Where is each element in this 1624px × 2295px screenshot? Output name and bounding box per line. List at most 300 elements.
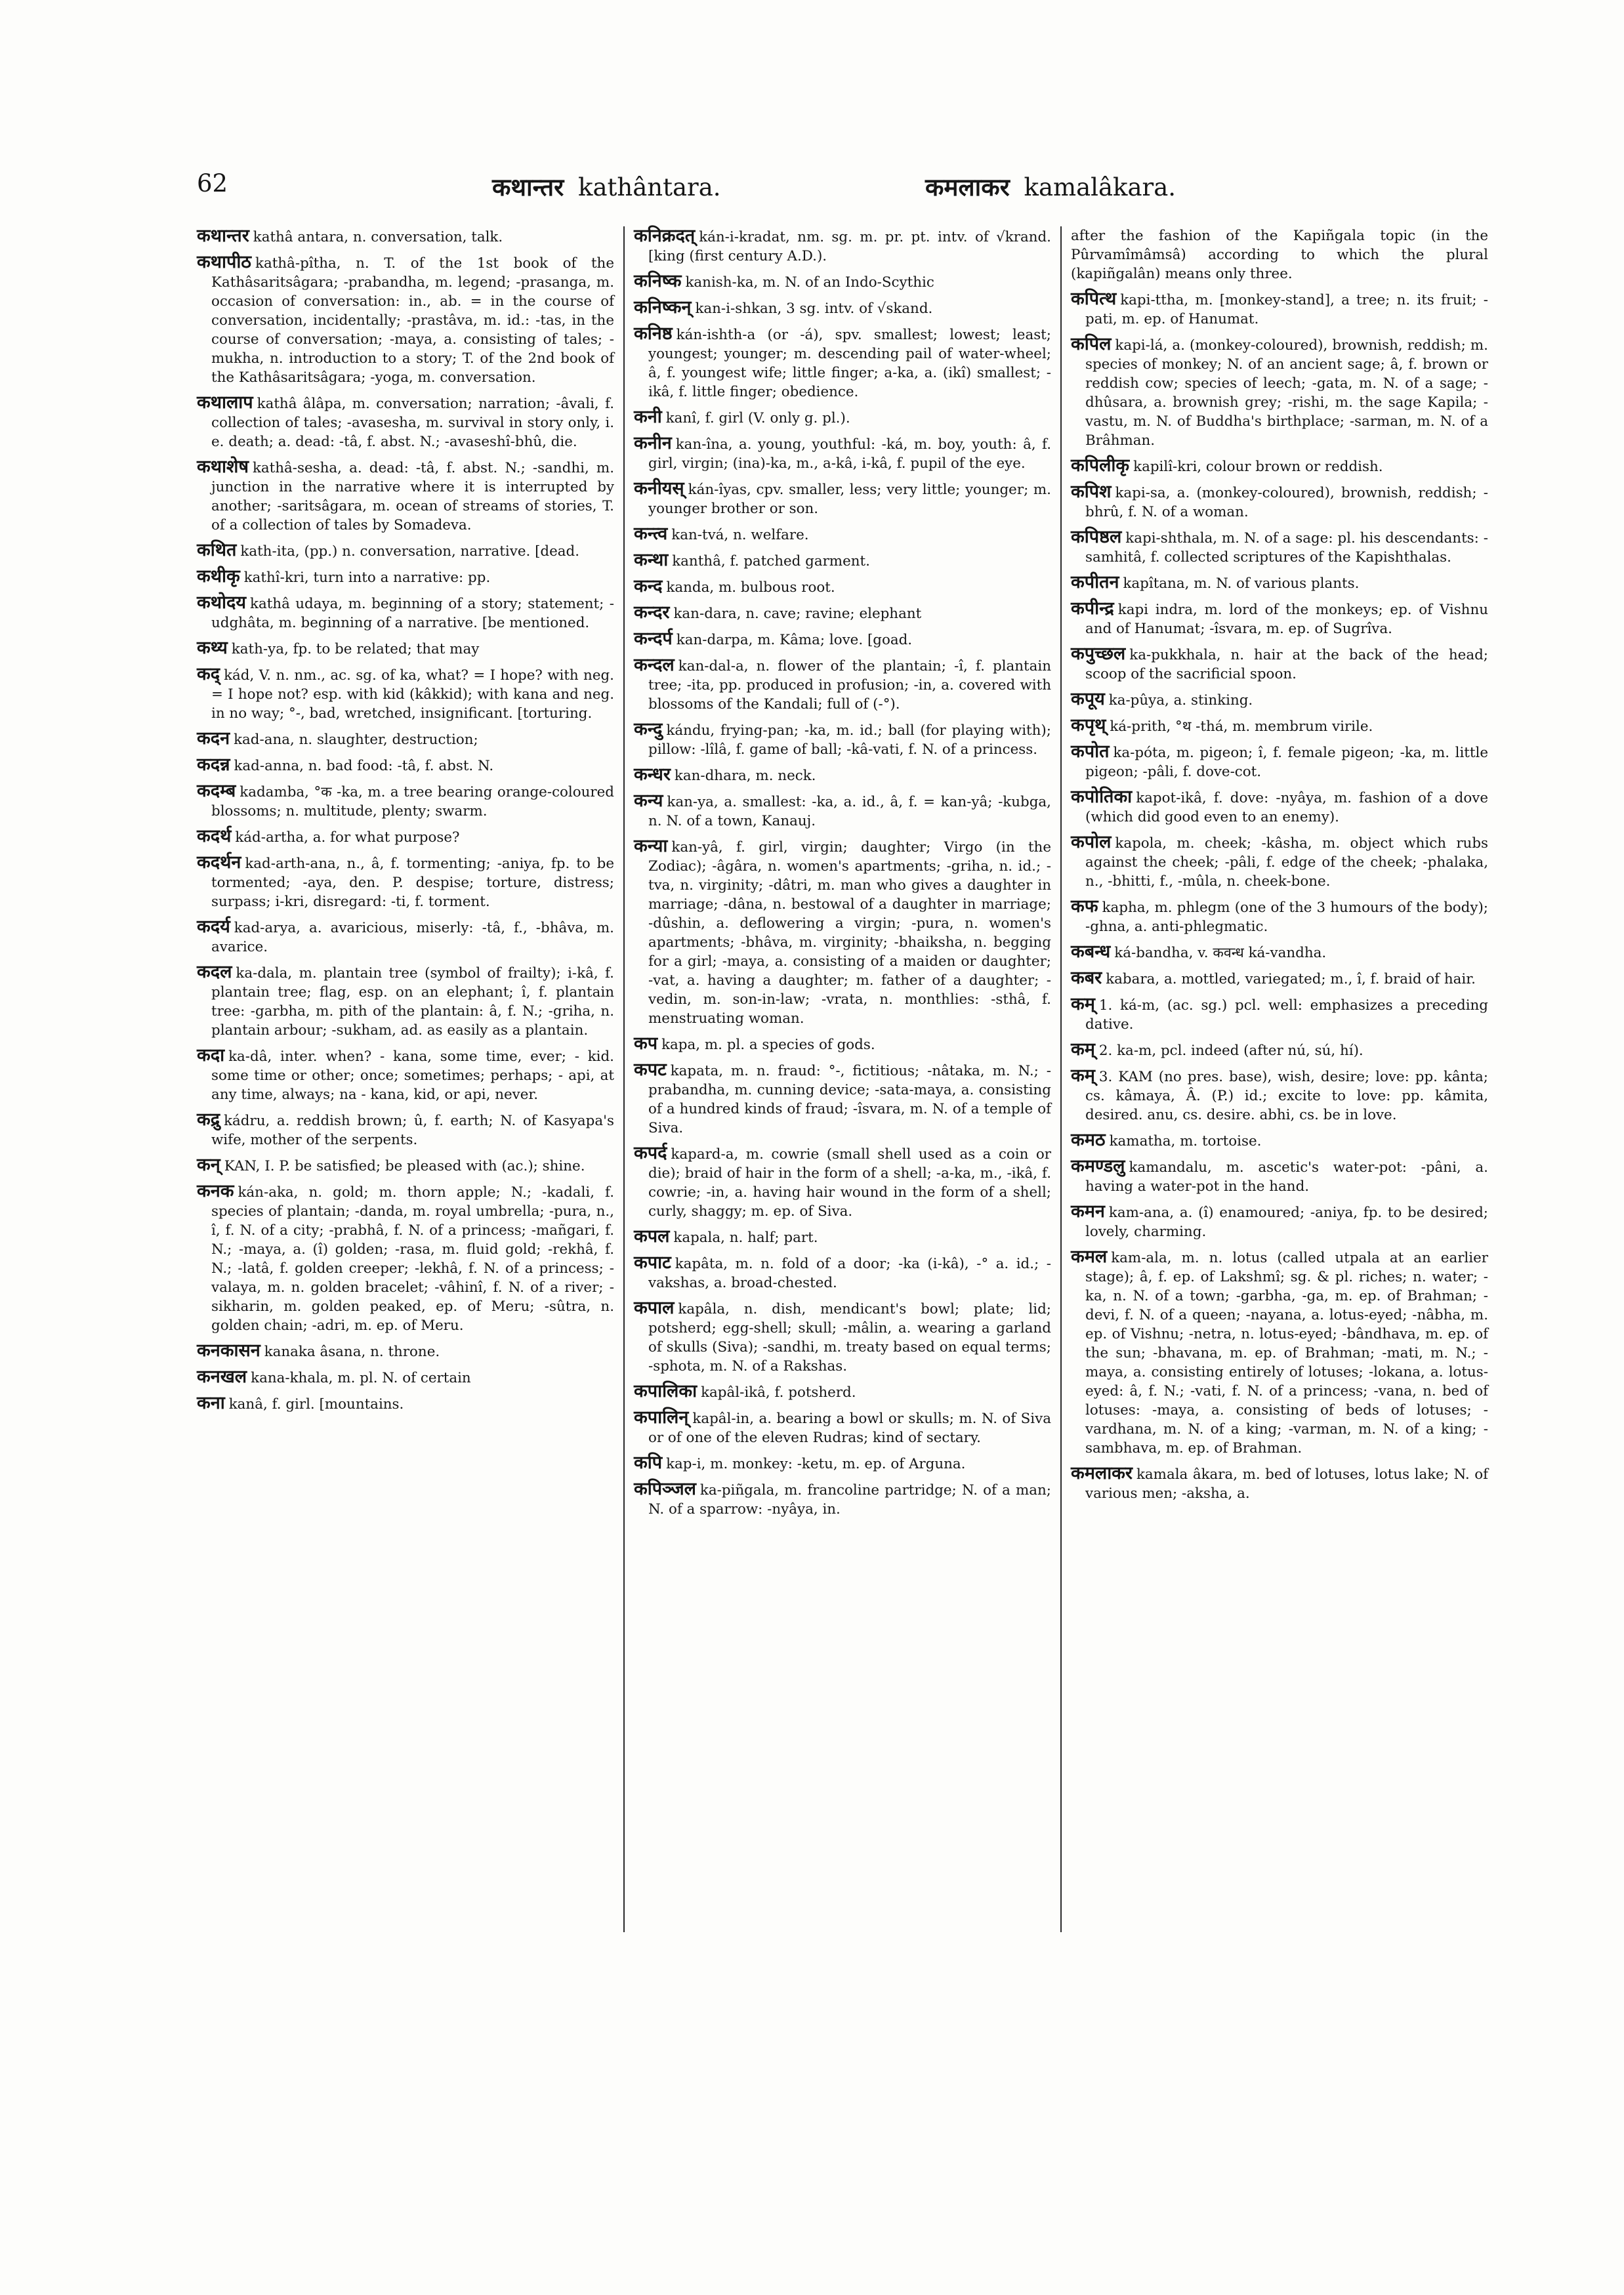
- entry-transliteration: kathî-kri,: [243, 569, 309, 586]
- running-head-right-devanagari: कमलाकर: [925, 173, 1010, 201]
- entry-headword-devanagari: कनिष्ठ: [634, 323, 673, 344]
- dictionary-entry: [197, 567, 614, 587]
- entry-definition: n. flower of the plantain; -î, f. plantain tree; -ita, pp. produced in profusion; -in, a. covered with blossoms of the Kandali; full of (-°).: [648, 658, 1051, 713]
- dictionary-entry: [634, 1453, 1051, 1474]
- entry-transliteration: 3. KAM: [1098, 1069, 1153, 1085]
- entry-definition: f. potsherd.: [774, 1384, 856, 1401]
- dictionary-entry: [1071, 942, 1488, 962]
- entry-headword-devanagari: कनकासन: [197, 1340, 260, 1361]
- entry-definition: a. (monkey-coloured), brownish, reddish; m. species of monkey; N. of an ancient sage; â, f. brown or reddish cow; species of leech; -gata, m. N. of a sage; -dhûsara, a. brownish grey; -rishi, m. the sage Kapila; -vastu, m. N. of Buddha's birthplace; -sarman, m. N. of a Brâhman.: [1085, 337, 1488, 449]
- entry-headword-devanagari: कपुच्छल: [1071, 644, 1126, 664]
- dictionary-entry: [634, 524, 1051, 545]
- dictionary-entry: [634, 837, 1051, 1028]
- entry-transliteration: kapâl-ikâ,: [701, 1384, 770, 1401]
- entry-transliteration: kándu,: [666, 722, 715, 739]
- entry-headword-devanagari: कपाट: [634, 1252, 671, 1273]
- page-header: [197, 169, 1194, 202]
- entry-headword-devanagari: कनिष्क: [634, 271, 682, 291]
- dictionary-column-3: [1071, 226, 1488, 1509]
- dictionary-entry: [1071, 1130, 1488, 1151]
- entry-definition: m. n. fraud: °-, fictitious; -nâtaka, m. N.; -prabandha, m. cunning device; -sata-maya, a. consisting of a hundred kinds of fraud; -îsvara, m. N. of a temple of Siva.: [648, 1063, 1051, 1136]
- dictionary-entry: [197, 1110, 614, 1149]
- dictionary-entry: [634, 1298, 1051, 1376]
- entry-transliteration: 1. ká-m,: [1098, 997, 1160, 1014]
- entry-headword-devanagari: कदल: [197, 962, 232, 982]
- entry-headword-devanagari: कनिक्रदत्: [634, 226, 696, 246]
- entry-transliteration: kadamba, °क -ka,: [239, 784, 363, 800]
- entry-headword-devanagari: कदा: [197, 1045, 225, 1065]
- entry-headword-devanagari: कपीन्द्र: [1071, 598, 1114, 619]
- entry-headword-devanagari: कथोदय: [197, 592, 246, 613]
- dictionary-entry: [1071, 1202, 1488, 1241]
- dictionary-entry: [1071, 456, 1488, 476]
- entry-definition: nm. sg. m. pr. pt. intv. of √krand. [king (first century A.D.).: [648, 229, 1051, 264]
- entry-headword-devanagari: कबन्ध: [1071, 941, 1111, 962]
- dictionary-entry: [197, 1182, 614, 1335]
- entry-definition: m. pigeon; î, f. female pigeon; -ka, m. little pigeon; -pâli, f. dove-cot.: [1085, 745, 1488, 780]
- entry-transliteration: kap-i,: [666, 1456, 706, 1472]
- entry-transliteration: kapâl-in,: [692, 1411, 755, 1427]
- dictionary-entry: [197, 853, 614, 911]
- dictionary-entry: [634, 655, 1051, 714]
- entry-transliteration: ka-póta,: [1113, 745, 1171, 761]
- entry-definition: m. Kâma; love. [goad.: [757, 632, 913, 648]
- entry-headword-devanagari: कबर: [1071, 968, 1102, 988]
- dictionary-entry: [634, 434, 1051, 473]
- dictionary-entry: [1071, 690, 1488, 710]
- entry-transliteration: kád,: [224, 667, 255, 684]
- entry-headword-devanagari: कन्: [197, 1155, 220, 1175]
- entry-headword-devanagari: कद्: [197, 664, 220, 684]
- entry-definition: a. (monkey-coloured), brownish, reddish; -bhrû, f. N. of a woman.: [1085, 485, 1488, 520]
- dictionary-entry: [1071, 995, 1488, 1034]
- entry-headword-devanagari: कदर्थ: [197, 826, 232, 846]
- entry-headword-devanagari: कपीतन: [1071, 572, 1119, 592]
- entry-headword-devanagari: कपिष्ठल: [1071, 527, 1122, 547]
- entry-definition: m. N. of a sage: pl. his descendants: -samhitâ, f. collected scriptures of the Kapishthalas.: [1085, 530, 1488, 566]
- entry-definition: m. lord of the monkeys; ep. of Vishnu and of Hanumat; -îsvara, m. ep. of Sugrîva.: [1085, 602, 1488, 637]
- entry-transliteration: kathâ-sesha,: [252, 460, 342, 476]
- dictionary-column-2: [634, 226, 1051, 1525]
- entry-transliteration: kapot-ikâ,: [1136, 790, 1207, 806]
- dictionary-entry: [1071, 482, 1488, 522]
- dictionary-entry: [1071, 1247, 1488, 1458]
- dictionary-entry: [634, 629, 1051, 650]
- dictionary-entry: [1071, 1040, 1488, 1060]
- entry-transliteration: kath-ya,: [231, 641, 289, 657]
- entry-headword-devanagari: कनक: [197, 1181, 234, 1201]
- entry-headword-devanagari: कन्य: [634, 791, 663, 811]
- dictionary-entry: [197, 226, 614, 247]
- entry-transliteration: kad-arya,: [234, 920, 301, 936]
- entry-transliteration: kathâ udaya,: [249, 596, 343, 612]
- entry-definition: m. [monkey-stand], a tree; n. its fruit; -pati, m. ep. of Hanumat.: [1085, 292, 1488, 327]
- entry-definition: n. half; part.: [729, 1230, 818, 1246]
- entry-transliteration: kapi indra,: [1117, 602, 1197, 618]
- running-head-right: [925, 169, 1176, 203]
- entry-definition: inter. when? - kana, some time, ever; - kid. some time or other; once; sometimes; perhaps; - api, at any time, always; na - kana, kid, or api, never.: [211, 1048, 614, 1103]
- entry-headword-devanagari: कपिलीकृ: [1071, 455, 1130, 476]
- entry-definition: m. membrum virile.: [1232, 718, 1373, 735]
- dictionary-entry: [1071, 716, 1488, 736]
- entry-transliteration: kán-ishth-a (or -á),: [676, 327, 823, 343]
- entry-definition: fp. to be related; that may: [293, 641, 480, 657]
- entry-definition: m. ascetic's water-pot: -pâni, a. having a water-pot in the hand.: [1085, 1159, 1488, 1195]
- entry-transliteration: kan-dal-a,: [678, 658, 749, 674]
- dictionary-entry: [1071, 833, 1488, 891]
- entry-transliteration: kapi-shthala,: [1125, 530, 1218, 547]
- entry-definition: (no pres. base), wish, desire; love: pp. kânta; cs. kâmaya, Â. (P.) id.; excite to love: pp. kâmita, desired. anu, cs. desire. abhi, cs. be in love.: [1085, 1069, 1489, 1123]
- dictionary-entry: [197, 593, 614, 632]
- entry-transliteration: kad-arth-ana,: [245, 856, 341, 872]
- entry-definition: m. francoline partridge; N. of a man; N. of a sparrow: -nyâya, in.: [648, 1482, 1051, 1518]
- dictionary-entry: [634, 1144, 1051, 1221]
- entry-definition: m. monkey: -ketu, m. ep. of Arguna.: [710, 1456, 966, 1472]
- dictionary-entry: [634, 603, 1051, 623]
- entry-headword-devanagari: कप: [634, 1033, 658, 1054]
- entry-headword-devanagari: कथालाप: [197, 392, 253, 413]
- entry-headword-devanagari: कन्दु: [634, 719, 663, 739]
- dictionary-entry: [1071, 1157, 1488, 1196]
- dictionary-entry: [634, 1060, 1051, 1138]
- dictionary-entry: [197, 827, 614, 847]
- entry-transliteration: kabara,: [1106, 971, 1160, 987]
- entry-definition: m. N. of various plants.: [1194, 575, 1360, 592]
- entry-transliteration: kamala âkara,: [1136, 1466, 1238, 1483]
- dictionary-entry: [1071, 1066, 1488, 1125]
- dictionary-entry: [1071, 742, 1488, 781]
- entry-definition: pcl. indeed (after nú, sú, hí).: [1160, 1043, 1364, 1059]
- entry-headword-devanagari: कनीयस्: [634, 478, 684, 499]
- dictionary-entry: [197, 917, 614, 957]
- entry-headword-devanagari: कदन: [197, 728, 230, 749]
- entry-transliteration: kanish-ka,: [685, 274, 759, 291]
- entry-definition: colour brown or reddish.: [1205, 459, 1383, 475]
- entry-definition: a. avaricious, miserly: -tâ, f., -bhâva, m. avarice.: [211, 920, 614, 955]
- dictionary-entry: [197, 638, 614, 659]
- entry-definition: cpv. smaller, less; very little; younger; m. younger brother or son.: [648, 482, 1051, 517]
- dictionary-entry: [634, 765, 1051, 785]
- dictionary-entry: [1071, 599, 1488, 638]
- entry-definition: turn into a narrative: pp.: [313, 569, 491, 586]
- dictionary-entry: [197, 729, 614, 749]
- entry-definition: m. conversation; narration; -âvali, f. collection of tales; -avasesha, m. survival in story only, i. e. death; a. dead: -tâ, f. abst. N.; -avaseshî-bhû, die.: [211, 396, 615, 450]
- entry-transliteration: kanthâ,: [672, 553, 726, 569]
- entry-transliteration: kanda,: [666, 579, 715, 596]
- entry-definition: m. tortoise.: [1180, 1133, 1262, 1149]
- dictionary-entry: [197, 781, 614, 821]
- dictionary-entry: [634, 1479, 1051, 1519]
- entry-definition: a. reddish brown; û, f. earth; N. of Kasyapa's wife, mother of the serpents.: [211, 1113, 614, 1148]
- entry-headword-devanagari: कथ्य: [197, 638, 228, 658]
- entry-definition: n. slaughter, destruction;: [299, 732, 478, 748]
- column-divider-2: [1060, 226, 1062, 1932]
- entry-headword-devanagari: कम्: [1071, 1065, 1095, 1086]
- entry-definition: n., â, f. tormenting; -aniya, fp. to be tormented; -aya, den. P. despise; torture, distress; surpass; i-kri, disregard: -ti, f. torment.: [211, 856, 614, 910]
- entry-headword-devanagari: कपि: [634, 1453, 663, 1473]
- entry-transliteration: kath-ita,: [240, 543, 300, 560]
- dictionary-entry: [634, 1253, 1051, 1292]
- entry-definition: (pp.) n. conversation, narrative. [dead.: [304, 543, 580, 560]
- dictionary-entry: [634, 577, 1051, 597]
- dictionary-entry: [197, 1046, 614, 1104]
- entry-headword-devanagari: कमण्डलु: [1071, 1156, 1125, 1176]
- entry-transliteration: kanâ,: [228, 1396, 268, 1413]
- dictionary-entry: [634, 1382, 1051, 1402]
- running-head-left-latin: kathântara.: [578, 173, 721, 201]
- entry-headword-devanagari: कपोल: [1071, 832, 1112, 852]
- entry-transliteration: kádru,: [224, 1113, 270, 1129]
- entry-definition: spv. smallest; lowest; least; youngest; younger; m. descending pail of water-wheel; â, f. youngest wife; little finger; a-ka, a. (ikî) smallest; -ikâ, f. little finger; obedience.: [648, 327, 1051, 400]
- entry-transliteration: kapola,: [1115, 835, 1167, 852]
- entry-definition: be satisfied; be pleased with (ac.); shine.: [294, 1158, 585, 1174]
- entry-headword-devanagari: कथान्तर: [197, 226, 249, 246]
- entry-definition: a. mottled, variegated; m., î, f. braid of hair.: [1163, 971, 1476, 987]
- entry-headword-devanagari: कथित: [197, 540, 237, 560]
- entry-headword-devanagari: कम्: [1071, 994, 1095, 1014]
- entry-transliteration: ká-prith, °थ -thá,: [1110, 718, 1228, 735]
- entry-definition: m. phlegm (one of the 3 humours of the body); -ghna, a. anti-phlegmatic.: [1085, 899, 1488, 935]
- entry-transliteration: kan-darpa,: [676, 632, 753, 648]
- entry-definition: m. n. fold of a door; -ka (i-kâ), -° a. id.; -vakshas, a. broad-chested.: [648, 1256, 1051, 1291]
- entry-headword-devanagari: कन्दर: [634, 602, 670, 623]
- entry-definition: f. girl. [mountains.: [272, 1396, 404, 1413]
- entry-transliteration: kapilî-kri,: [1133, 459, 1202, 475]
- dictionary-entry: [634, 479, 1051, 518]
- entry-transliteration: kad-anna,: [234, 758, 304, 774]
- entry-headword-devanagari: कथाशेष: [197, 457, 249, 477]
- dictionary-entry: [634, 226, 1051, 266]
- entry-definition: f. dove: -nyâya, m. fashion of a dove (which did good even to an enemy).: [1085, 790, 1488, 825]
- entry-definition: m. bed of lotuses, lotus lake; N. of various men; -aksha, a.: [1085, 1466, 1488, 1502]
- entry-definition: m. neck.: [755, 768, 816, 784]
- entry-headword-devanagari: कपाल: [634, 1298, 675, 1318]
- page-number: 62: [197, 169, 228, 197]
- dictionary-entry: [197, 1155, 614, 1176]
- dictionary-entry: [634, 1408, 1051, 1447]
- dictionary-entry: [197, 253, 614, 387]
- entry-transliteration: kan-tvá,: [671, 527, 729, 543]
- entry-transliteration: ka-dala,: [236, 965, 293, 982]
- entry-definition: m. cheek; -kâsha, m. object which rubs against the cheek; -pâli, f. edge of the cheek; -phalaka, n., -bhitti, f., -mûla, n. cheek-bone.: [1085, 835, 1488, 890]
- entry-definition: m. pl. a species of gods.: [704, 1037, 875, 1053]
- entry-definition: v. कवन्ध ká-vandha.: [1197, 945, 1327, 961]
- entry-transliteration: kamandalu,: [1129, 1159, 1212, 1176]
- entry-transliteration: kapîtana,: [1123, 575, 1190, 592]
- entry-definition: (ac. sg.) pcl. well: emphasizes a preceding dative.: [1085, 997, 1488, 1033]
- dictionary-entry: [197, 755, 614, 775]
- entry-transliteration: kan-îna,: [675, 436, 733, 453]
- entry-headword-devanagari: कथीकृ: [197, 566, 240, 587]
- entry-transliteration: kan-dara,: [673, 606, 741, 622]
- entry-definition: n. cave; ravine; elephant: [745, 606, 922, 622]
- entry-headword-devanagari: कमल: [1071, 1247, 1108, 1267]
- dictionary-entry: [1071, 787, 1488, 827]
- entry-transliteration: kapâta,: [675, 1256, 728, 1272]
- dictionary-entry: [1071, 289, 1488, 329]
- entry-transliteration: kán-i-kradat,: [699, 229, 790, 245]
- entry-transliteration: kathâ âlâpa,: [257, 396, 346, 412]
- entry-headword-devanagari: कमठ: [1071, 1130, 1106, 1150]
- entry-transliteration: ka-pûya,: [1108, 692, 1169, 709]
- entry-headword-devanagari: कदर्य: [197, 917, 230, 937]
- entry-headword-devanagari: कदर्थन: [197, 852, 241, 873]
- entry-definition: a. (î) enamoured; -aniya, fp. to be desired; lovely, charming.: [1085, 1205, 1488, 1240]
- entry-definition: m. pl. N. of certain: [337, 1370, 471, 1386]
- entry-headword-devanagari: कनखल: [197, 1367, 247, 1387]
- entry-transliteration: kan-i-shkan,: [695, 300, 782, 317]
- dictionary-entry: [1071, 644, 1488, 684]
- entry-transliteration: kapa,: [661, 1037, 701, 1053]
- entry-headword-devanagari: कन्धर: [634, 764, 671, 785]
- dictionary-entry: [634, 1034, 1051, 1054]
- entry-headword-devanagari: कफ: [1071, 896, 1098, 917]
- entry-transliteration: kathâ-pîtha,: [255, 255, 341, 272]
- entry-transliteration: kanaka âsana,: [264, 1344, 366, 1360]
- dictionary-entry: [197, 1341, 614, 1361]
- entry-transliteration: kad-ana,: [234, 732, 295, 748]
- entry-definition: a. stinking.: [1173, 692, 1253, 709]
- entry-definition: m. plantain tree (symbol of frailty); i-kâ, f. plantain tree; flag, esp. on an elephant; î, f. plantain tree: -garbha, m. pith of the plantain: â, f. N.; -griha, n. plantain arbour; -sukham, ad. as easily as a plantain.: [211, 965, 614, 1039]
- entry-definition: m. beginning of a story; statement; -udghâta, m. beginning of a narrative. [be mentioned.: [211, 596, 614, 631]
- running-head-left-devanagari: कथान्तर: [492, 173, 564, 201]
- entry-headword-devanagari: कपिल: [1071, 334, 1112, 354]
- dictionary-entry: [634, 1227, 1051, 1247]
- dictionary-entry: [197, 1394, 614, 1414]
- entry-definition: a. dead: -tâ, f. abst. N.; -sandhi, m. junction in the narrative where it is interrupted by another; -saritsâgara, m. ocean of streams of stories, T. of a collection of tales by Somadeva.: [211, 460, 614, 533]
- dictionary-entry: [634, 720, 1051, 759]
- entry-transliteration: kapala,: [673, 1230, 725, 1246]
- entry-definition: n. T. of the 1st book of the Kathâsaritsâgara; -prabandha, m. legend; -prasanga, m. occasion of conversation: in., ab. = in the course of conversation, incidentally; -prastâva, m. id.: -tas, in the course of conversation; -maya, a. consisting of tales; -mukha, n. introduction to a story; T. of the 2nd book of the Kathâsaritsâgara; -yoga, m. conversation.: [211, 255, 614, 386]
- dictionary-entry: [1071, 897, 1488, 936]
- dictionary-entry: [197, 457, 614, 535]
- entry-transliteration: ka-dâ,: [228, 1048, 272, 1065]
- dictionary-entry: [1071, 968, 1488, 989]
- entry-transliteration: kam-ala,: [1111, 1250, 1172, 1266]
- entry-headword-devanagari: कपृथ्: [1071, 715, 1106, 735]
- entry-definition: n. throne.: [370, 1344, 440, 1360]
- dictionary-entry: [197, 1367, 614, 1388]
- running-head-right-latin: kamalâkara.: [1024, 173, 1176, 201]
- entry-headword-devanagari: कम्: [1071, 1039, 1095, 1060]
- entry-definition: n. dish, mendicant's bowl; plate; lid; potsherd; egg-shell; skull; -mâlin, a. wearing a garland of skulls (Siva); -sandhi, m. treaty based on equal terms; -sphota, m. N. of a Rakshas.: [648, 1301, 1051, 1375]
- entry-definition: frying-pan; -ka, m. id.; ball (for playing with); pillow: -lîlâ, f. game of ball; -kâ-vati, f. N. of a princess.: [648, 722, 1051, 758]
- column-divider-1: [623, 226, 625, 1932]
- entry-headword-devanagari: कमन: [1071, 1201, 1105, 1222]
- dictionary-entry: [634, 298, 1051, 318]
- dictionary-entry: [634, 791, 1051, 831]
- entry-headword-devanagari: कन्था: [634, 550, 669, 570]
- dictionary-entry: [197, 393, 614, 451]
- entry-headword-devanagari: कपट: [634, 1060, 667, 1080]
- entry-definition: m. cowrie (small shell used as a coin or die); braid of hair in the form of a shell; -a-ka, m., -ikâ, f. cowrie; -in, a. having hair wound in the form of a shell; curly, shaggy; m. ep. of Siva.: [648, 1146, 1051, 1220]
- entry-definition: n. bad food: -tâ, f. abst. N.: [308, 758, 494, 774]
- entry-headword-devanagari: कमलाकर: [1071, 1463, 1133, 1483]
- entry-headword-devanagari: कनिष्कन्: [634, 297, 692, 318]
- entry-definition: m. a tree bearing orange-coloured blossoms; n. multitude, plenty; swarm.: [211, 784, 614, 819]
- dictionary-entry: [634, 324, 1051, 402]
- entry-transliteration: KAN, I. P.: [224, 1158, 291, 1174]
- entry-headword-devanagari: कपर्द: [634, 1143, 667, 1163]
- dictionary-entry: [634, 272, 1051, 292]
- entry-definition: n. gold; m. thorn apple; N.; -kadali, f. species of plantain; -danda, m. royal umbrella; -pura, n., î, f. N. of a city; -prabhâ, f. N. of a princess; -mañgari, f. N.; -maya, a. (î) golden; -rasa, m. fluid gold; -rekhâ, f. N.; -latâ, f. golden creeper; -lekhâ, f. N. of a princess; -valaya, m. n. golden bracelet; -vâhinî, f. N. of a river; -sikharin, m. golden peaked, ep. of Meru; -sûtra, n. golden chain; -adri, m. ep. of Meru.: [211, 1184, 614, 1334]
- entry-headword-devanagari: कद्रु: [197, 1109, 220, 1130]
- entry-definition: f. girl, virgin; daughter; Virgo (in the Zodiac); -âgâra, n. women's apartments; -griha, n. id.; -tva, n. virginity; -dâtri, m. man who gives a daughter in marriage; -dâna, n. bestowal of a daughter in marriage; -dûshin, a. deflowering a virgin; -pura, n. women's apartments; -bhâva, m. virginity; -bhaiksha, n. begging for a girl; -maya, a. consisting of a maiden or daughter; -vat, a. having a daughter; m. father of a daughter; -vedin, m. son-in-law; -vrata, n. monthlies: -sthâ, f. menstruating woman.: [648, 839, 1051, 1027]
- entry-definition: V. n. nm., ac. sg. of ka, what? = I hope? with neg. = I hope not? esp. with kid (kâkkid); with kana and neg. in no way; °-, bad, wretched, insignificant. [torturing.: [211, 667, 614, 722]
- dictionary-entry: [1071, 1464, 1488, 1503]
- dictionary-column-1: [197, 226, 614, 1420]
- dictionary-entry: [634, 550, 1051, 571]
- entry-definition: a. for what purpose?: [312, 829, 460, 846]
- entry-definition: m. N. of an Indo-Scythic: [762, 274, 934, 291]
- entry-definition: f. patched garment.: [730, 553, 870, 569]
- dictionary-entry: [197, 541, 614, 561]
- entry-transliteration: kapha,: [1102, 899, 1150, 916]
- dictionary-entry: [197, 962, 614, 1040]
- entry-definition: f. girl (V. only g. pl.).: [705, 410, 850, 426]
- entry-headword-devanagari: कपूय: [1071, 689, 1105, 709]
- entry-headword-devanagari: कन्द: [634, 576, 663, 596]
- entry-headword-devanagari: कदम्ब: [197, 781, 236, 801]
- entry-transliteration: kád-artha,: [235, 829, 308, 846]
- entry-headword-devanagari: कन्त्व: [634, 524, 668, 544]
- entry-transliteration: kapata,: [670, 1063, 723, 1079]
- entry-transliteration: ka-pukkhala,: [1129, 647, 1221, 663]
- entry-headword-devanagari: कन्या: [634, 836, 668, 856]
- entry-headword-devanagari: कपोतिका: [1071, 787, 1133, 807]
- entry-definition: n. hair at the back of the head; scoop of the sacrificial spoon.: [1085, 647, 1488, 682]
- dictionary-entry: [1071, 573, 1488, 593]
- entry-transliteration: kan-yâ,: [671, 839, 723, 856]
- entry-headword-devanagari: कपालिन्: [634, 1407, 689, 1428]
- entry-transliteration: kán-îyas,: [688, 482, 751, 498]
- entry-transliteration: kamatha,: [1109, 1133, 1176, 1149]
- entry-definition: 3 sg. intv. of √skand.: [786, 300, 933, 317]
- dictionary-entry: [634, 407, 1051, 428]
- entry-headword-devanagari: कनी: [634, 407, 662, 427]
- entry-definition: n. conversation, talk.: [352, 229, 503, 245]
- running-head-left: [492, 169, 721, 203]
- entry-headword-devanagari: कना: [197, 1393, 225, 1413]
- dictionary-entry: [1071, 527, 1488, 567]
- entry-headword-devanagari: कपोत: [1071, 741, 1110, 762]
- entry-headword-devanagari: कन्दर्प: [634, 629, 673, 649]
- entry-definition: m. n. lotus (called utpala at an earlier stage); â, f. ep. of Lakshmî; sg. & pl. riches; n. water; -ka, n. N. of a town; -garbha, -ga, m. ep. of Brahman; -devi, f. N. of a queen; -nayana, a. lotus-eyed; -nâbha, m. ep. of Vishnu; -netra, n. lotus-eyed; -bândhava, m. ep. of the sun; -bhavana, m. ep. of Brahman; -mati, m. N.; -maya, a. consisting entirely of lotuses; -lokana, a. lotus-eyed: â, f. N.; -vati, f. N. of a princess; -vana, n. bed of lotuses: -maya, a. consisting of beds of lotuses; -vardhana, m. N. of a king; -varman, m. N. of a king; -sambhava, m. ep. of Brahman.: [1085, 1250, 1488, 1457]
- entry-transliteration: kathâ antara,: [253, 229, 349, 245]
- entry-headword-devanagari: कथापीठ: [197, 252, 251, 272]
- entry-headword-devanagari: कपालिका: [634, 1381, 697, 1401]
- dictionary-entry: [197, 665, 614, 723]
- dictionary-entry: [1071, 335, 1488, 450]
- entry-transliteration: kapard-a,: [671, 1146, 739, 1163]
- entry-headword-devanagari: कपिश: [1071, 482, 1112, 502]
- entry-headword-devanagari: कन्दल: [634, 655, 675, 675]
- entry-transliteration: kanî,: [665, 410, 701, 426]
- entry-headword-devanagari: कनीन: [634, 433, 672, 453]
- entry-transliteration: ká-bandha,: [1114, 945, 1194, 961]
- entry-transliteration: kan-dhara,: [674, 768, 751, 784]
- entry-headword-devanagari: कपित्थ: [1071, 289, 1117, 309]
- entry-transliteration: ka-piñgala,: [699, 1482, 779, 1499]
- entry-transliteration: kana-khala,: [251, 1370, 333, 1386]
- entry-transliteration: kapi-ttha,: [1120, 292, 1189, 308]
- entry-transliteration: 2. ka-m,: [1098, 1043, 1157, 1059]
- entry-transliteration: kan-ya,: [667, 794, 718, 810]
- entry-definition: n. welfare.: [733, 527, 809, 543]
- entry-definition: a. smallest: -ka, a. id., â, f. = kan-yâ; -kubga, n. N. of a town, Kanauj.: [648, 794, 1051, 829]
- entry-transliteration: kapi-sa,: [1115, 485, 1171, 501]
- entry-transliteration: kapi-lá,: [1115, 337, 1168, 354]
